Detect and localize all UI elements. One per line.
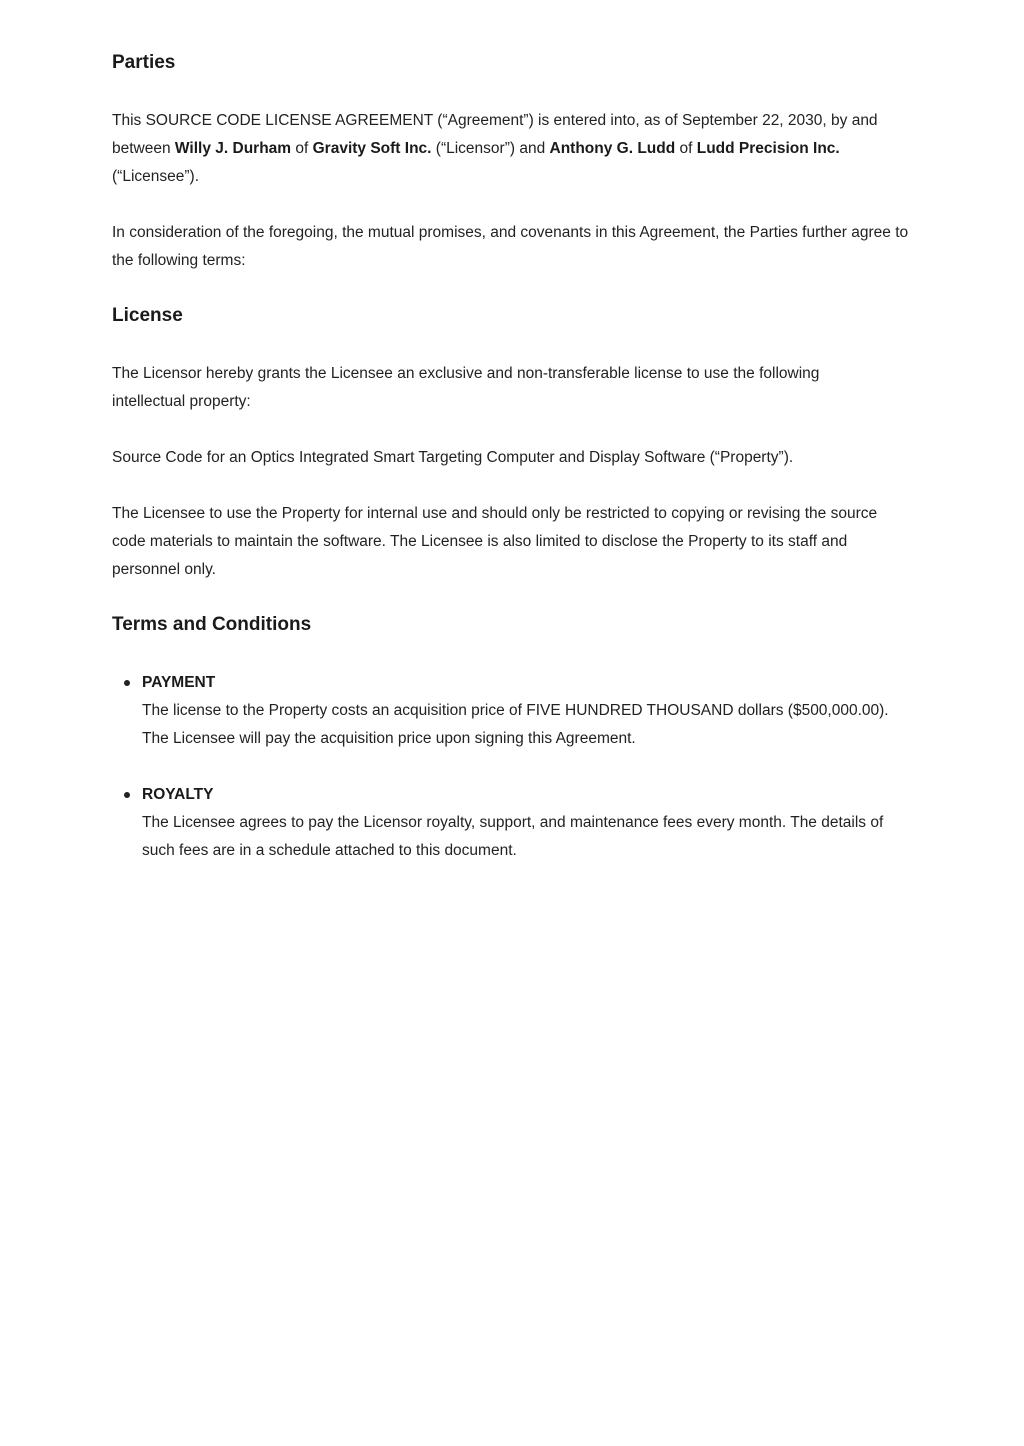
intro-text-3: (“Licensor”) and bbox=[431, 140, 550, 157]
license-use-paragraph: The Licensee to use the Property for internal use and should only be restricted to copying or revising the source code materials to maintain the software. The Licensee is also limited to disclose the Property to its staff and personnel only. bbox=[112, 505, 878, 578]
intro-text-5: (“Licensee”). bbox=[112, 168, 199, 185]
terms-list bbox=[112, 669, 912, 893]
intro-text-2: of bbox=[291, 140, 313, 157]
term-item-royalty bbox=[142, 781, 912, 865]
term-item-payment bbox=[142, 669, 912, 753]
bullet-icon bbox=[124, 680, 130, 686]
section-heading-parties: Parties bbox=[112, 52, 176, 73]
licensee-company: Ludd Precision Inc. bbox=[696, 140, 840, 157]
section-heading-license: License bbox=[112, 305, 183, 326]
term-body: The Licensee agrees to pay the Licensor royalty, support, and maintenance fees every month. The details of such fees are in a schedule attached to this document. bbox=[142, 814, 884, 859]
licensee-name: Anthony G. Ludd bbox=[549, 140, 676, 157]
intro-text-4: of bbox=[675, 140, 697, 157]
property-paragraph: Source Code for an Optics Integrated Smart Targeting Computer and Display Software (“Property”). bbox=[112, 449, 794, 466]
parties-intro-paragraph bbox=[112, 107, 912, 191]
term-title: ROYALTY bbox=[142, 786, 214, 803]
section-heading-terms: Terms and Conditions bbox=[112, 614, 312, 635]
bullet-icon bbox=[124, 792, 130, 798]
intro-text-1: This SOURCE CODE LICENSE AGREEMENT (“Agreement”) is entered into, as of September 22, 2030, by and between bbox=[112, 112, 878, 157]
consideration-paragraph: In consideration of the foregoing, the mutual promises, and covenants in this Agreement, the Parties further agree to the following terms: bbox=[112, 224, 909, 269]
license-grant-paragraph: The Licensor hereby grants the Licensee an exclusive and non-transferable license to use the following intellectual property: bbox=[112, 365, 820, 410]
term-body: The license to the Property costs an acquisition price of FIVE HUNDRED THOUSAND dollars ($500,000.00). The Licensee will pay the acquisition price upon signing this Agreement. bbox=[142, 702, 889, 747]
licensor-name: Willy J. Durham bbox=[174, 140, 292, 157]
term-title: PAYMENT bbox=[142, 674, 216, 691]
licensor-company: Gravity Soft Inc. bbox=[312, 140, 432, 157]
